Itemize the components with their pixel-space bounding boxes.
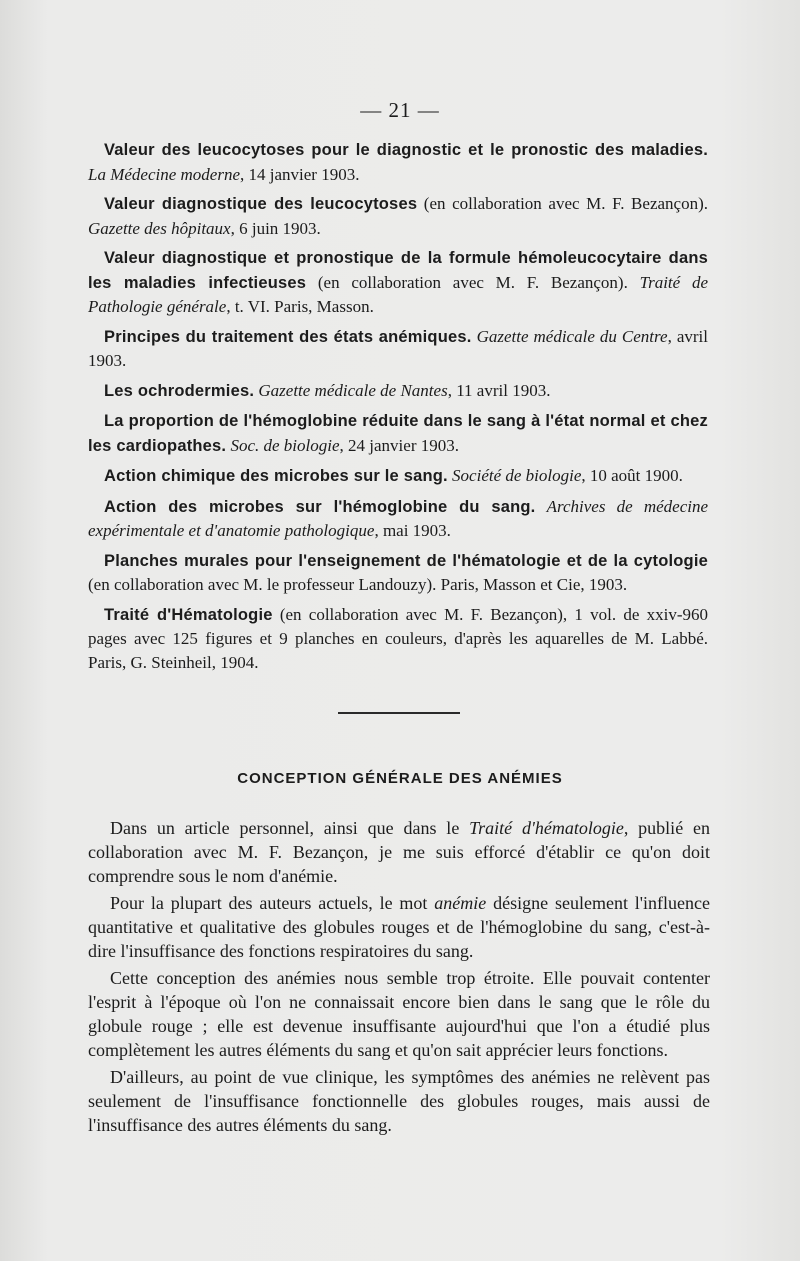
- bibliography-entry: Traité d'Hématologie (en collaboration avec M. F. Bezançon), 1 vol. de xxiv-960 pages avec 125 figures et 9 planches en couleurs, d'après les aquarelles de M. Labbé. Paris, G. Steinheil, 1904.: [88, 604, 709, 672]
- bibliography-entry: Valeur diagnostique des leucocytoses (en collaboration avec M. F. Bezançon). Gazette des hôpitaux, 6 juin 1903.: [88, 194, 708, 238]
- bibliography-entry: Principes du traitement des états anémiques. Gazette médicale du Centre, avril 1903.: [88, 326, 708, 370]
- body-paragraph: Dans un article personnel, ainsi que dans le Traité d'hématologie, publié en collaboration avec M. F. Bezançon, je me suis efforcé d'établir ce qu'on doit comprendre sous le nom d'anémie.: [88, 818, 711, 886]
- body-paragraph: D'ailleurs, au point de vue clinique, les symptômes des anémies ne relèvent pas seulement de l'insuffisance fonctionnelle des globules rouges, mais aussi de l'insuffisance des autres éléments du sang.: [88, 1067, 710, 1135]
- bibliography-list: [88, 138, 708, 680]
- bibliography-entry: Action chimique des microbes sur le sang. Société de biologie, 10 août 1900.: [104, 466, 683, 485]
- bibliography-entry: Planches murales pour l'enseignement de l'hématologie et de la cytologie (en collaboration avec M. le professeur Landouzy). Paris, Masson et Cie, 1903.: [88, 551, 708, 594]
- page-number: — 21 —: [360, 98, 440, 122]
- section-heading: CONCEPTION GÉNÉRALE DES ANÉMIES: [237, 770, 563, 787]
- bibliography-entry: Valeur des leucocytoses pour le diagnostic et le pronostic des maladies. La Médecine moderne, 14 janvier 1903.: [88, 141, 708, 184]
- bibliography-entry: La proportion de l'hémoglobine réduite dans le sang à l'état normal et chez les cardiopathes. Soc. de biologie, 24 janvier 1903.: [88, 412, 708, 455]
- body-paragraph: Pour la plupart des auteurs actuels, le mot anémie désigne seulement l'influence quantitative et qualitative des globules rouges et de l'hémoglobine du sang, c'est-à-dire l'insuffisance des fonctions respiratoires du sang.: [88, 893, 711, 961]
- section-divider: [338, 712, 460, 714]
- section-body: [88, 816, 710, 1140]
- body-paragraph: Cette conception des anémies nous semble trop étroite. Elle pouvait contenter l'esprit à l'époque où l'on ne connaissait encore bien dans le sang que le rôle du globule rouge ; elle est devenue insuffisante aujourd'hui que l'on a étudié plus complètement les autres éléments du sang et qu'on sait apprécier leurs fonctions.: [88, 968, 710, 1060]
- bibliography-entry: Action des microbes sur l'hémoglobine du sang. Archives de médecine expérimentale et d'anatomie pathologique, mai 1903.: [88, 496, 709, 540]
- bibliography-entry: Les ochrodermies. Gazette médicale de Nantes, 11 avril 1903.: [104, 380, 551, 400]
- bibliography-entry: Valeur diagnostique et pronostique de la formule hémoleucocytaire dans les maladies infectieuses (en collaboration avec M. F. Bezançon). Traité de Pathologie générale, t. VI. Paris, Masson.: [88, 249, 709, 316]
